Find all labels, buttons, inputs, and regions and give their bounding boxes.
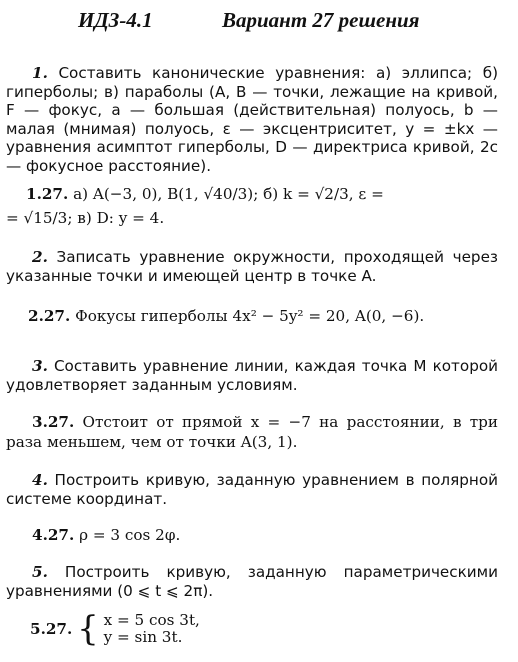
answer-5 [30,609,200,649]
task-1-number: 1. [32,64,48,82]
answer-3 [6,412,498,452]
task-4-number: 4. [32,471,48,489]
answer-4 [32,524,180,546]
answer-1-number: 1.27. [26,185,69,203]
task-5 [6,563,498,600]
task-5-number: 5. [32,563,48,581]
answer-1-line1: а) A(−3, 0), B(1, √40/3); б) k = √2/3, ε = [73,185,384,203]
task-1 [6,64,498,175]
answer-1-cont [6,207,500,229]
header-title: ИДЗ-4.1 [78,8,153,32]
task-3-number: 3. [32,357,48,375]
parametric-system [77,609,200,649]
answer-4-text: ρ = 3 cos 2φ. [79,526,181,544]
answer-3-number: 3.27. [32,413,75,431]
answer-1-line2: = √15/3; в) D: y = 4. [6,209,165,227]
task-4-text: Построить кривую, заданную уравнением в полярной системе координат. [6,471,499,508]
answer-2 [28,305,498,327]
task-1-text: Составить канонические уравнения: а) эллипса; б) гиперболы; в) параболы (A, B — точки, лежащие на кривой, F — фокус, a — большая (действительная) полуось, b — малая (мнимая) полуось, ε — эксцентриситет, y = ±kx — уравнения асимптот гиперболы, D — директриса кривой, 2c — фокусное расстояние). [6,64,499,175]
task-5-text: Построить кривую, заданную параметрическими уравнениями (0 ⩽ t ⩽ 2π). [6,563,498,600]
answer-3-text: Отстоит от прямой x = −7 на расстоянии, в три раза меньшем, чем от точки A(3, 1). [6,413,498,451]
answer-2-number: 2.27. [28,307,71,325]
task-2-number: 2. [32,248,48,266]
answer-1 [26,183,500,205]
answer-5-number: 5.27. [30,620,73,638]
answer-4-number: 4.27. [32,526,75,544]
task-4 [6,471,498,508]
task-3 [6,357,498,394]
task-2-text: Записать уравнение окружности, проходящей через указанные точки и имеющей центр в точке A. [6,248,498,285]
system-brace: { [77,609,99,649]
task-2 [6,248,498,285]
system-line-1: x = 5 cos 3t, [103,611,200,629]
answer-2-text: Фокусы гиперболы 4x² − 5y² = 20, A(0, −6). [75,307,425,325]
system-line-2: y = sin 3t. [103,628,183,646]
header-variant: Вариант 27 решения [222,8,420,32]
task-3-text: Составить уравнение линии, каждая точка M которой удовлетворяет заданным условиям. [6,357,498,394]
